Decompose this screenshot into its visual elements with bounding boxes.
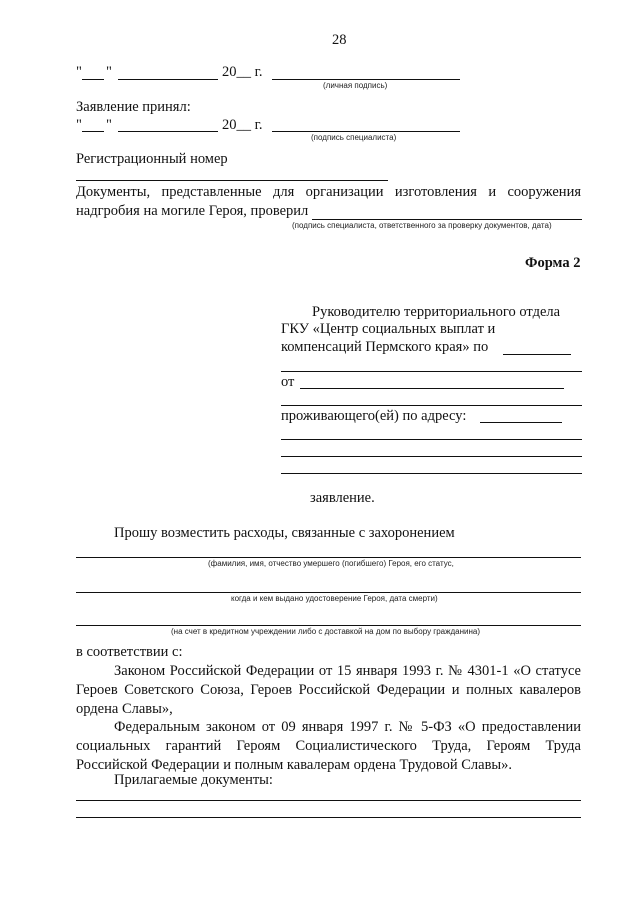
checker-signature-caption: (подпись специалиста, ответственного за проверку документов, дата) <box>292 221 552 230</box>
legal-intro: в соответствии с: <box>76 644 183 660</box>
from-line2 <box>281 405 582 406</box>
documents-check-line1: Документы, представленные для организации изготовления и сооружения <box>76 184 581 200</box>
checker-signature-line <box>312 219 582 220</box>
date-quote-close: " <box>106 64 112 80</box>
department-line <box>503 354 571 355</box>
attached-line1 <box>76 800 581 801</box>
registration-label: Регистрационный номер <box>76 151 228 167</box>
address-line1 <box>480 422 562 423</box>
accepted-quote-close: " <box>106 117 112 133</box>
accepted-quote-open: " <box>76 117 82 133</box>
law1-paragraph: Законом Российской Федерации от 15 января 1993 г. № 4301-1 «О статусе Героев Советского Союза, Героев Российской Федерации и полных кавалеров ордена Славы», <box>76 663 581 717</box>
date-month-line <box>118 79 218 80</box>
attached-line2 <box>76 817 581 818</box>
accepted-label: Заявление принял: <box>76 99 191 115</box>
payment-caption: (на счет в кредитном учреждении либо с доставкой на дом по выбору гражданина) <box>171 627 480 636</box>
statement-title: заявление. <box>310 490 375 506</box>
request-text: Прошу возместить расходы, связанные с захоронением <box>114 525 455 541</box>
accepted-month-line <box>118 131 218 132</box>
attached-label: Прилагаемые документы: <box>114 772 273 788</box>
date-year: 20__ г. <box>222 64 263 80</box>
date-day-line <box>82 79 104 80</box>
accepted-year: 20__ г. <box>222 117 263 133</box>
address-line2 <box>281 439 582 440</box>
accepted-day-line <box>82 131 104 132</box>
signature-line <box>272 79 460 80</box>
from-label: от <box>281 374 295 390</box>
deceased-line <box>76 557 581 558</box>
registration-line <box>76 180 388 181</box>
specialist-signature-caption: (подпись специалиста) <box>311 133 397 142</box>
specialist-signature-line <box>272 131 460 132</box>
addressee-line3: компенсаций Пермского края» по <box>281 339 489 355</box>
date-quote-open: " <box>76 64 82 80</box>
addressee-line1: Руководителю территориального отдела <box>312 304 561 320</box>
law2-paragraph: Федеральным законом от 09 января 1997 г. № 5-ФЗ «О предоставлении социальных гарантий Героям Социалистического Труда, Героям Труда Российской Федерации и полным кавалерам ордена Трудовой Славы». <box>76 719 581 773</box>
address-line4 <box>281 473 582 474</box>
department-line2 <box>281 371 582 372</box>
signature-caption: (личная подпись) <box>323 81 388 90</box>
certificate-caption: когда и кем выдано удостоверение Героя, дата смерти) <box>231 594 438 603</box>
certificate-line <box>76 592 581 593</box>
documents-check-line2: надгробия на могиле Героя, проверил <box>76 203 309 219</box>
address-line3 <box>281 456 582 457</box>
form-title: Форма 2 <box>525 255 581 271</box>
page-number: 28 <box>332 32 347 48</box>
payment-line <box>76 625 581 626</box>
from-line <box>300 388 564 389</box>
residence-label: проживающего(ей) по адресу: <box>281 408 467 424</box>
addressee-line2: ГКУ «Центр социальных выплат и <box>281 321 496 337</box>
deceased-caption: (фамилия, имя, отчество умершего (погибшего) Героя, его статус, <box>208 559 454 568</box>
